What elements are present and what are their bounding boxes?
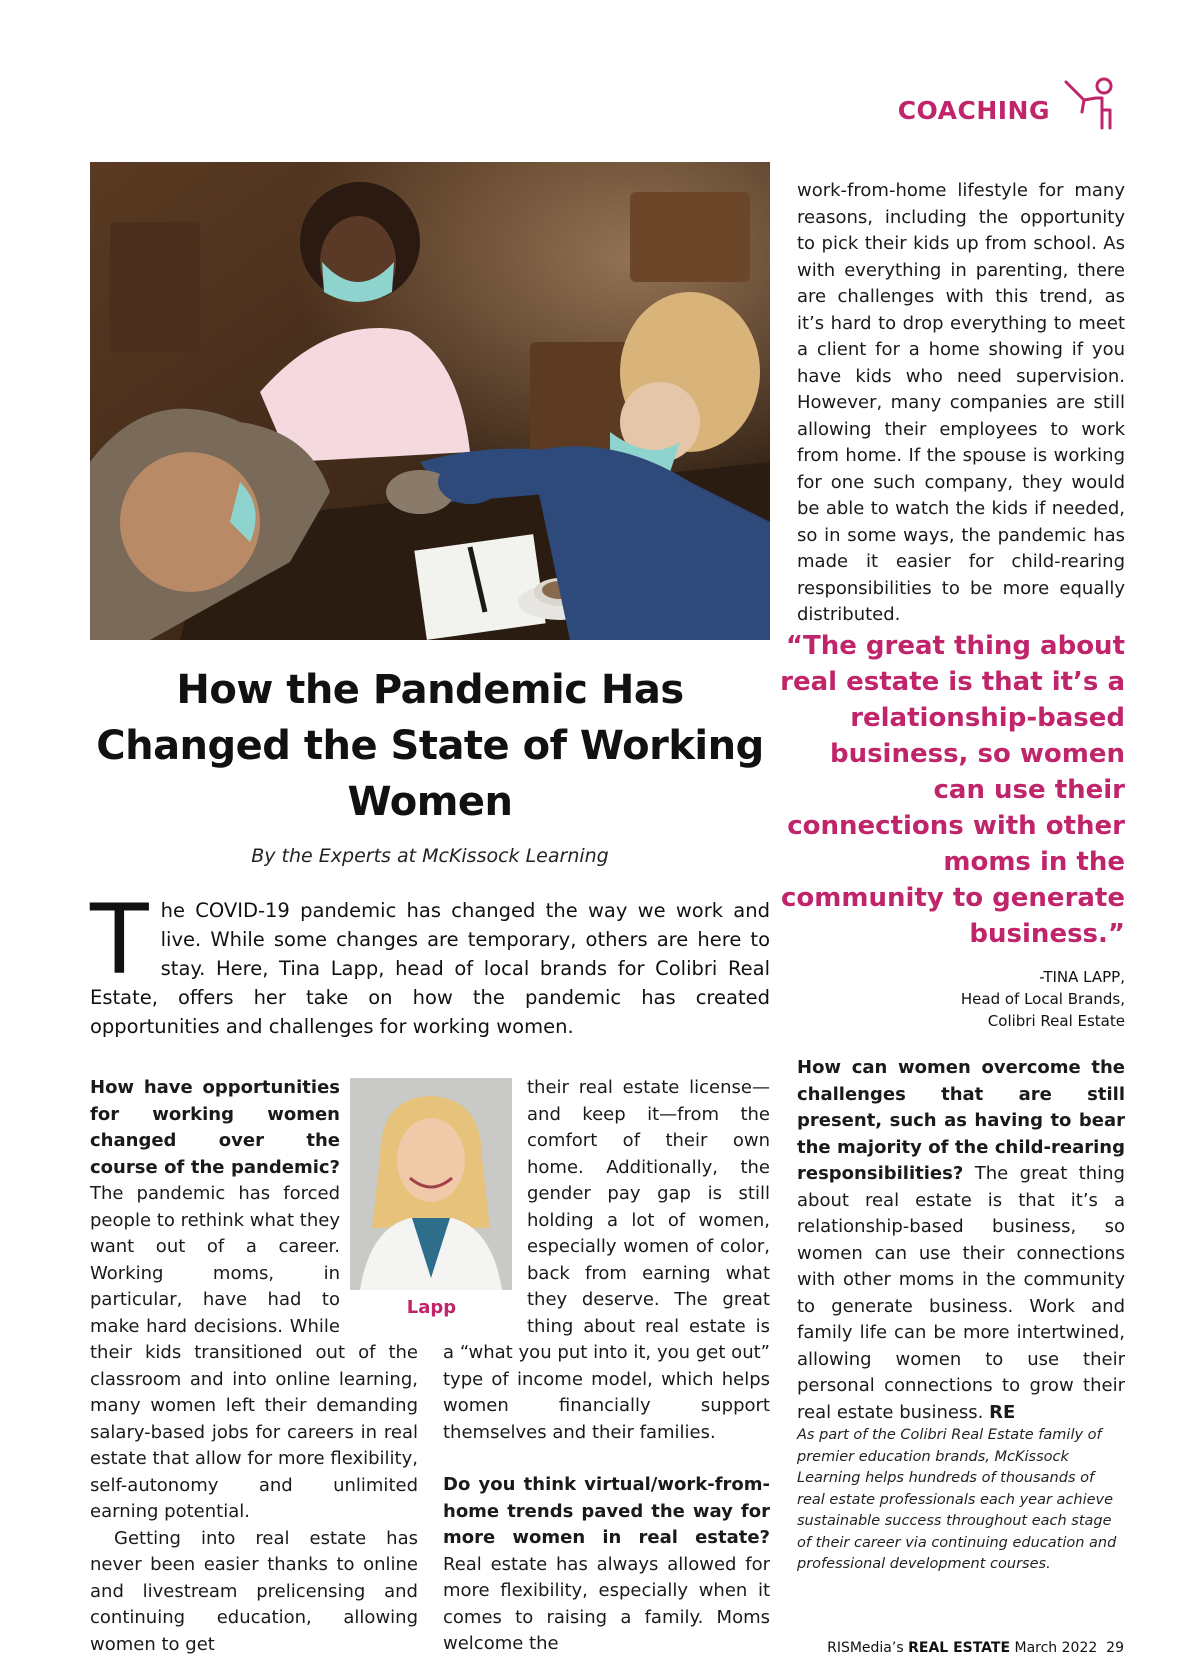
answer-1-end: their real estate license—and keep it—from the comfort of their own home. Additionally, the gender pay gap is still holding a lot of women, especially women of color, back from earning what they deserve. The great thing about real estate is a “what you put into it, you get out” type of income model, which helps women financially support themselves and their families. [443,1077,770,1443]
lead-text: he COVID-19 pandemic has changed the way we work and live. While some changes are temporary, others are here to stay. Here, Tina Lapp, head of local brands for Colibri Real Estate, offers her take on how the pandemic has created opportunities and challenges for working women. [90,899,770,1038]
folio-issue: March 2022 [1014,1640,1098,1656]
inset-portrait [350,1078,513,1318]
folio-magazine: REAL ESTATE [908,1640,1011,1656]
lead-paragraph [90,884,770,1041]
question-3: How can women overcome the challenges that are still present, such as having to bear the majority of the child-rearing responsibilities? [797,1057,1125,1184]
question-3-paragraph [797,1055,1125,1426]
answer-1-continued: Getting into real estate has never been easier thanks to online and livestream prelicensing and continuing education, allowing women to get [90,1527,418,1655]
article-photo [90,162,770,640]
portrait-photo [350,1078,512,1290]
end-mark: RE [989,1401,1016,1423]
attribution-title: Head of Local Brands, [960,990,1125,1008]
attribution-name: -TINA LAPP, [1039,968,1125,986]
folio-publisher: RISMedia’s [827,1640,904,1656]
answer-3: The great thing about real estate is that it’s a relationship-based business, so women can use their connections with other moms in the community to generate business. Work and family life can be more intertwined, allowing women to use their personal connections to grow their real estate business. [797,1163,1125,1423]
pull-quote-attribution [797,966,1125,1032]
portrait-caption: Lapp [406,1297,457,1318]
photo-women-elbow-bump [90,162,770,640]
article-byline: By the Experts at McKissock Learning [251,845,609,867]
coach-pointing-icon [1060,76,1120,132]
column-3-top: work-from-home lifestyle for many reasons, including the opportunity to pick their kids up from school. As with everything in parenting, there are challenges with this trend, as it’s hard to drop everything to meet a client for a home showing if you have kids who need supervision. However, many companies are still allowing their employees to work from home. If the spouse is working for one such company, they would be able to watch the kids if needed, so in some ways, the pandemic has made it easier for child-rearing responsibilities to be more equally distributed. [797,180,1125,625]
question-2: Do you think virtual/work-from-home trends paved the way for more women in real estate? [443,1474,770,1548]
pull-quote: “The great thing about real estate is that it’s a relationship-based business, so women can use their connections with other moms in the community to generate business.” [780,631,1125,949]
section-label: COACHING [897,96,1050,125]
drop-cap: T [90,884,149,996]
question-2-paragraph [443,1472,770,1658]
answer-2: Real estate has always allowed for more flexibility, especially when it comes to raising a family. Moms welcome the [443,1553,770,1654]
column-3-bottom [797,1055,1125,1426]
folio-page-number: 29 [1106,1640,1124,1656]
author-bio: As part of the Colibri Real Estate family of premier education brands, McKissock Learning helps hundreds of thousands of real estate professionals each year achieve sustainable success throughout each stage of their career via continuing education and professional development courses. [797,1427,1117,1572]
answer-1: The pandemic has forced people to rethink what they want out of a career. Working moms, in particular, have had to make hard decisions. While their kids transitioned out of the classroom and into online learning, many women left their demanding salary-based jobs for careers in real estate that allow for more flexibility, self-autonomy and unlimited earning potential. [90,1183,418,1522]
article-title: How the Pandemic Has Changed the State of Working Women [96,667,764,825]
question-1: How have opportunities for working women changed over the course of the pandemic? [90,1077,340,1178]
page-folio [827,1640,1124,1656]
attribution-company: Colibri Real Estate [987,1012,1125,1030]
